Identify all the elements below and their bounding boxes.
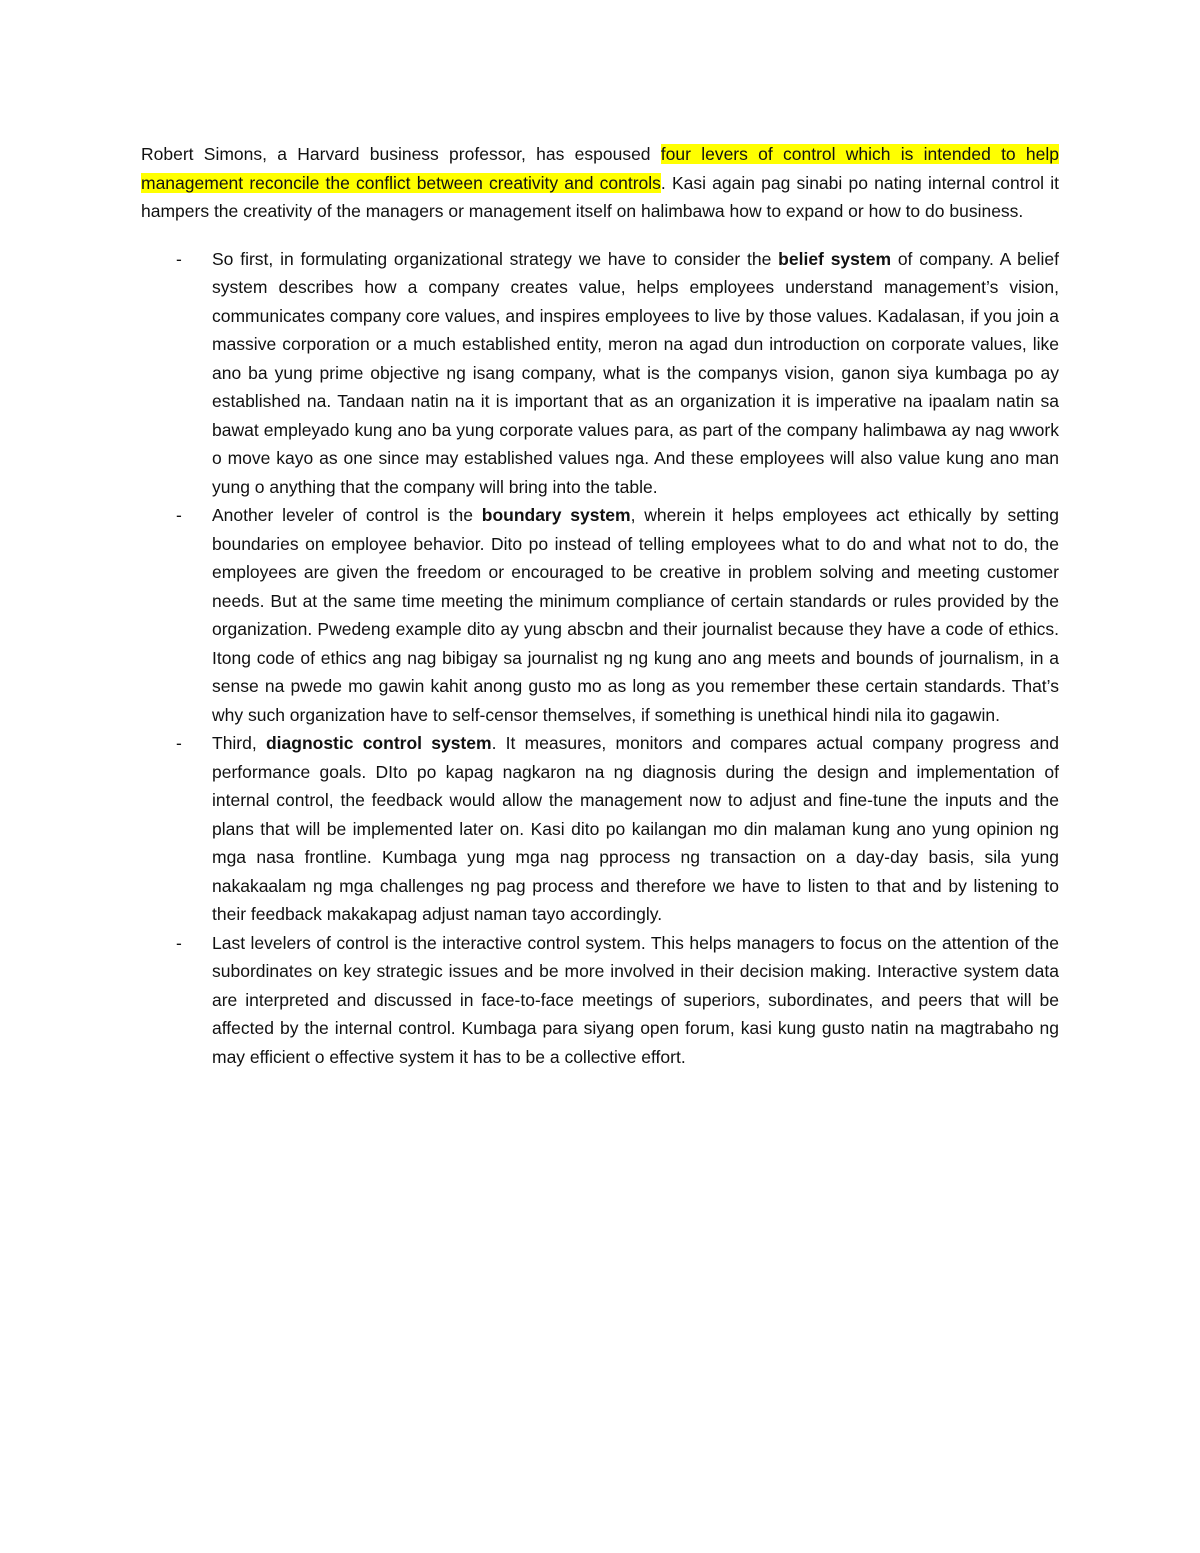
highlighted-text: four levers of control which is intended to help management reconcile the conflict between creativity and controls [141,144,1060,193]
levers-list [141,245,1059,1072]
intro-paragraph [141,140,1059,226]
list-item-text: . It measures, monitors and compares actual company progress and performance goals. DIto po kapag nagkaron na ng diagnosis during the design and implementation of internal control, the feedback would allow the management now to adjust and fine-tune the inputs and the plans that will be implemented later on. Kasi dito po kailangan mo din malaman kung ano yung opinion ng mga nasa frontline. Kumbaga yung mga nag pprocess ng transaction on a day-day basis, sila yung nakakaalam ng mga challenges ng pag process and therefore we have to listen to that and by listening to their feedback makakapag adjust naman tayo accordingly. [212,733,1060,924]
bullet-dash: - [176,505,182,525]
bold-term: belief system [778,248,892,269]
bullet-dash: - [176,248,182,269]
list-item-text: , wherein it helps employees act ethically by setting boundaries on employee behavior. Dito po instead of telling employees what to do and what not to do, the employees are given the freedom or encouraged to be creative in problem solving and meeting customer needs. But at the same time meeting the minimum compliance of certain standards or rules provided by the organization. Pwedeng example dito ay yung abscbn and their journalist because they have a code of ethics. Itong code of ethics ang nag bibigay sa journalist ng ng kung ano ang meets and bounds of journalism, in a sense na pwede mo gawin kahit anong gusto mo as long as you remember these certain standards. That’s why such organization have to self-censor themselves, if something is unethical hindi nila ito gagawin. [212,505,1060,725]
list-item-text: Third, [212,733,266,753]
list-item-diagnostic-control [141,729,1059,929]
document-page [141,140,1059,1071]
bold-term: boundary system [481,505,631,525]
intro-text-start: Robert Simons, a Harvard business professor, has espoused [141,144,661,164]
list-item-text: So first, in formulating organizational strategy we have to consider the [212,248,779,269]
list-item-belief-system [141,245,1059,502]
bullet-dash: - [176,733,182,753]
intro-text-end: . Kasi again pag sinabi po nating internal control it hampers the creativity of the managers or management itself on halimbawa how to expand or how to do business. [141,172,1060,221]
bold-term: diagnostic control system [265,733,492,753]
list-item-boundary-system [141,501,1059,729]
list-item-interactive-control [141,929,1059,1072]
bullet-dash: - [176,932,182,953]
list-item-text: Last levelers of control is the interactive control system. This helps managers to focus on the attention of the subordinates on key strategic issues and be more involved in their decision making. Interactive system data are interpreted and discussed in face-to-face meetings of superiors, subordinates, and peers that will be affected by the internal control. Kumbaga para siyang open forum, kasi kung gusto natin na magtrabaho ng may efficient o effective system it has to be a collective effort. [212,932,1059,1067]
list-item-text: Another leveler of control is the [212,505,482,525]
list-item-text: of company. A belief system describes how a company creates value, helps employees understand management’s vision, communicates company core values, and inspires employees to live by those values. Kadalasan, if you join a massive corporation or a much established entity, meron na agad dun introduction on corporate values, like ano ba yung prime objective ng isang company, what is the companys vision, ganon siya kumbaga po ay established na. Tandaan natin na it is important that as an organization it is imperative na ipaalam natin sa bawat empleyado kung ano ba yung corporate values para, as part of the company halimbawa ay nag wwork o move kayo as one since may established values nga. And these employees will also value kung ano man yung o anything that the company will bring into the table. [212,248,1060,497]
